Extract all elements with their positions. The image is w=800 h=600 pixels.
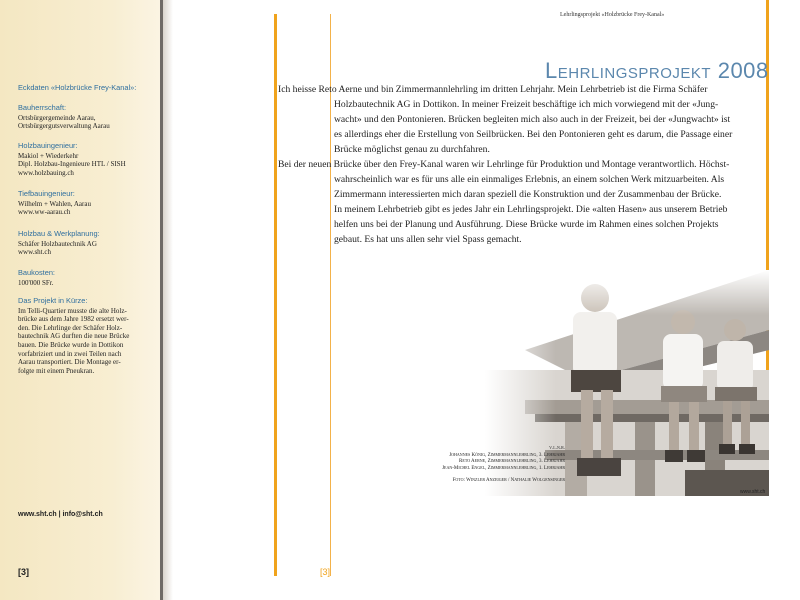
section-line: Makiol + Wiederkehr [18,151,79,160]
caption-person: Reto Aerne, Zimmermannlehrling, 3. Lehrjahr [459,459,565,465]
article-body [278,82,764,247]
summary-line: bauen. Die Brücke wurde in Dottikon [18,340,124,349]
sidebar-heading [18,84,156,94]
summary-line: Im Telli-Quartier musste die alte Holz- [18,306,127,315]
body-line: Zimmermann interessierten mich daran speziell die Konstruktion und der Zusammenbau der Brücke. [334,189,722,200]
summary-line: den. Die Lehrlinge der Schäfer Holz- [18,323,123,332]
section-project-summary [18,297,156,375]
caption-photo-credit: Foto: Winzler Anzeiger / Nathalie Wolgensinger [452,478,565,484]
key-data-heading: Eckdaten «Holzbrücke Frey-Kanal»: [18,83,137,92]
page-number-left: [3] [18,567,29,577]
running-header: Lehrlingsprojekt «Holzbrücke Frey-Kanal» [560,12,665,18]
body-line: helfen uns bei der Planung und Ausführung. Diese Brücke wurde im Rahmen eines solchen Projekts [334,219,719,230]
section-client [18,104,156,131]
caption-vlnr: v.l.n.r. [549,446,565,451]
summary-line: bautechnik AG durften die neue Brücke [18,332,130,341]
section-title: Baukosten: [18,268,55,277]
photo-caption [380,446,565,485]
section-title: Holzbau & Werkplanung: [18,229,100,238]
section-link[interactable]: www.ww-aarau.ch [18,208,71,217]
page-title: Lehrlingsprojekt 2008 [545,58,769,83]
page-number-right: [3] [320,567,331,577]
body-line: Bei der neuen Brücke über den Frey-Kanal waren wir Lehrlinge für Produktion und Montage verantwortlich. Höchst- [278,159,730,170]
body-line: Ich heisse Reto Aerne und bin Zimmermannlehrling im dritten Lehrjahr. Mein Lehrbetrieb ist die Firma Schäfer [278,84,708,95]
gold-rule-left [274,14,277,576]
contact-links[interactable]: www.sht.ch | info@sht.ch [18,511,103,518]
body-line: wahrscheinlich war es für uns alle ein einmaliges Erlebnis, an einem solchen Werk mitzuarbeiten. Als [334,174,725,185]
body-line: Holzbautechnik AG in Dottikon. In meiner Freizeit beschäftige ich mich vorwiegend mit der «Jung- [334,99,719,110]
body-line: wacht» und den Pontonieren. Brücken begleiten mich also auch in der Freizeit, bei der «Jungwacht» ist [334,114,731,125]
photo-watermark: www.sht.ch [740,489,766,495]
sidebar-shadow [163,0,173,600]
section-line: Wilhelm + Wahlen, Aarau [18,199,91,208]
body-line: gebaut. Es hat uns allen sehr viel Spass gemacht. [334,234,522,245]
section-title: Das Projekt in Kürze: [18,296,88,305]
section-line: Schäfer Holzbautechnik AG [18,239,97,248]
caption-person: Johannes König, Zimmermannlehrling, 3. Lehrjahr [449,452,565,458]
body-line: es allerdings eher die Erstellung von Seilbrücken. Bei den Pontonieren geht es darum, die Passage einer [334,129,733,140]
summary-line: Aarau transportiert. Die Montage er- [18,358,121,367]
section-timber-engineer [18,142,156,177]
section-civil-engineer [18,190,156,217]
section-line: Ortsbürgergutsverwaltung Aarau [18,122,110,131]
section-line: Dipl. Holzbau-Ingenieure HTL / SISH [18,160,126,169]
section-title: Bauherrschaft: [18,103,67,112]
body-line: In meinem Lehrbetrieb gibt es jedes Jahr ein Lehrlingsprojekt. Die «alten Hasen» aus unserem Betrieb [334,204,728,215]
section-timber-construction [18,230,156,257]
summary-line: folgte mit einem Pneukran. [18,366,95,375]
section-link[interactable]: www.holzbauing.ch [18,168,74,177]
section-link[interactable]: www.sht.ch [18,248,51,257]
section-line: 100'000 SFr. [18,278,54,287]
section-title: Holzbauingenieur: [18,141,78,150]
section-line: Ortsbürgergemeinde Aarau, [18,113,96,122]
body-line: Brücke möglichst genau zu durchfahren. [334,144,490,155]
summary-line: brücke aus dem Jahre 1982 ersetzt wer- [18,315,129,324]
summary-line: vorfabriziert und in zwei Teilen nach [18,349,122,358]
caption-person: Jean-Michel Engel, Zimmermannlehrling, 1. Lehrjahr [442,465,565,471]
section-costs [18,269,156,287]
section-title: Tiefbauingenieur: [18,189,75,198]
